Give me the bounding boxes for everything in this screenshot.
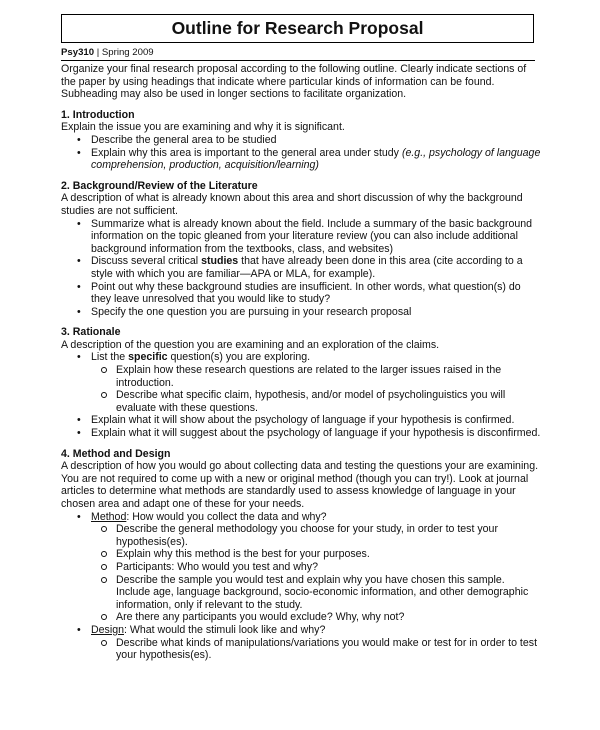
bullet-text: question(s) you are exploring. (167, 351, 311, 364)
section-description: Explain the issue you are examining and why it is significant. (61, 121, 345, 134)
section-title: 3. Rationale (61, 326, 121, 339)
section-introduction (61, 109, 541, 172)
course-line (61, 47, 535, 61)
bullet-text: that have already been done in this area (cite according to a style with which you are familiar—APA or MLA, for example). (91, 255, 523, 280)
bullet-list (61, 511, 541, 662)
bullet-text: Explain why this area is important to the general area under study (91, 146, 402, 159)
intro-paragraph: Organize your final research proposal according to the following outline. Clearly indicate sections of the paper by using headings that indicate where particular kinds of information can be found. Subheading may also be used in longer sections to facilitate organization. (61, 63, 527, 101)
bullet-emphasis: studies (201, 255, 239, 268)
section-description: A description of what is already known about this area and short discussion of why the background studies are not sufficient. (61, 192, 523, 217)
section-rationale (61, 326, 541, 439)
bullet-item: • Specify the one question you are pursuing in your research proposal (61, 306, 541, 319)
bullet-text: : What would the stimuli look like and why? (123, 623, 326, 636)
bullet-item: • Point out why these background studies are insufficient. In other words, what question(s) do they leave unresolved that you would like to study? (61, 281, 541, 306)
bullet-example: (e.g., psychology of language comprehension, production, acquisition/learning) (91, 146, 541, 172)
section-title: 4. Method and Design (61, 447, 171, 460)
bullet-text: List the (91, 351, 129, 364)
bullet-item (61, 351, 541, 364)
section-title: 2. Background/Review of the Literature (61, 179, 258, 192)
course-code: Psy310 (61, 47, 95, 58)
design-label: Design (91, 623, 124, 636)
bullet-text: Discuss several critical (91, 255, 202, 268)
sub-bullet-item: Describe the sample you would test and explain why you have chosen this sample. Include age, language background, socio-economic information, and other demographic information, only if relevant to the study. (61, 574, 541, 612)
bullet-item: • Explain what it will show about the psychology of language if your hypothesis is confirmed. (61, 414, 541, 427)
course-term: | Spring 2009 (94, 47, 154, 58)
sub-bullet-item: Describe what specific claim, hypothesis, and/or model of psycholinguistics you will evaluate with these questions. (61, 389, 541, 414)
bullet-text: : How would you collect the data and why? (126, 510, 327, 523)
bullet-list (61, 218, 541, 319)
bullet-list (61, 134, 541, 172)
sub-bullet-item: Explain why this method is the best for your purposes. (61, 548, 541, 561)
bullet-list (61, 351, 541, 439)
section-description: A description of the question you are examining and an exploration of the claims. (61, 338, 440, 351)
method-label: Method (91, 510, 127, 523)
sub-bullet-item: Explain how these research questions are related to the larger issues raised in the introduction. (61, 364, 541, 389)
bullet-item: • Describe the general area to be studied (61, 134, 541, 147)
sub-bullet-item: Describe the general methodology you choose for your study, in order to test your hypothesis(es). (61, 523, 541, 548)
sub-bullet-item: Are there any participants you would exclude? Why, why not? (61, 611, 541, 624)
bullet-item (61, 255, 541, 280)
bullet-item (61, 624, 541, 637)
section-background (61, 180, 541, 319)
bullet-item: • Explain what it will suggest about the psychology of language if your hypothesis is disconfirmed. (61, 427, 541, 440)
bullet-item: • Summarize what is already known about the field. Include a summary of the basic background information on the topic gleaned from your literature review (you can also include additional background information from the textbooks, class, and websites) (61, 218, 541, 256)
document-title: Outline for Research Proposal (61, 14, 534, 43)
section-method-design (61, 448, 541, 662)
section-title: 1. Introduction (61, 108, 135, 121)
sub-bullet-item: Describe what kinds of manipulations/variations you would make or test for in order to test your hypothesis(es). (61, 637, 541, 662)
section-description: A description of how you would go about collecting data and testing the questions your are examining. You are not required to come up with a new or original method (though you can try!). Look at journal articles to determine what methods are standardly used to assess knowledge of language in your chosen area and adapt one of these for your needs. (61, 460, 539, 510)
bullet-item (61, 147, 541, 172)
document-body (61, 63, 541, 670)
bullet-item (61, 511, 541, 524)
bullet-emphasis: specific (128, 351, 168, 364)
sub-bullet-item: Participants: Who would you test and why? (61, 561, 541, 574)
